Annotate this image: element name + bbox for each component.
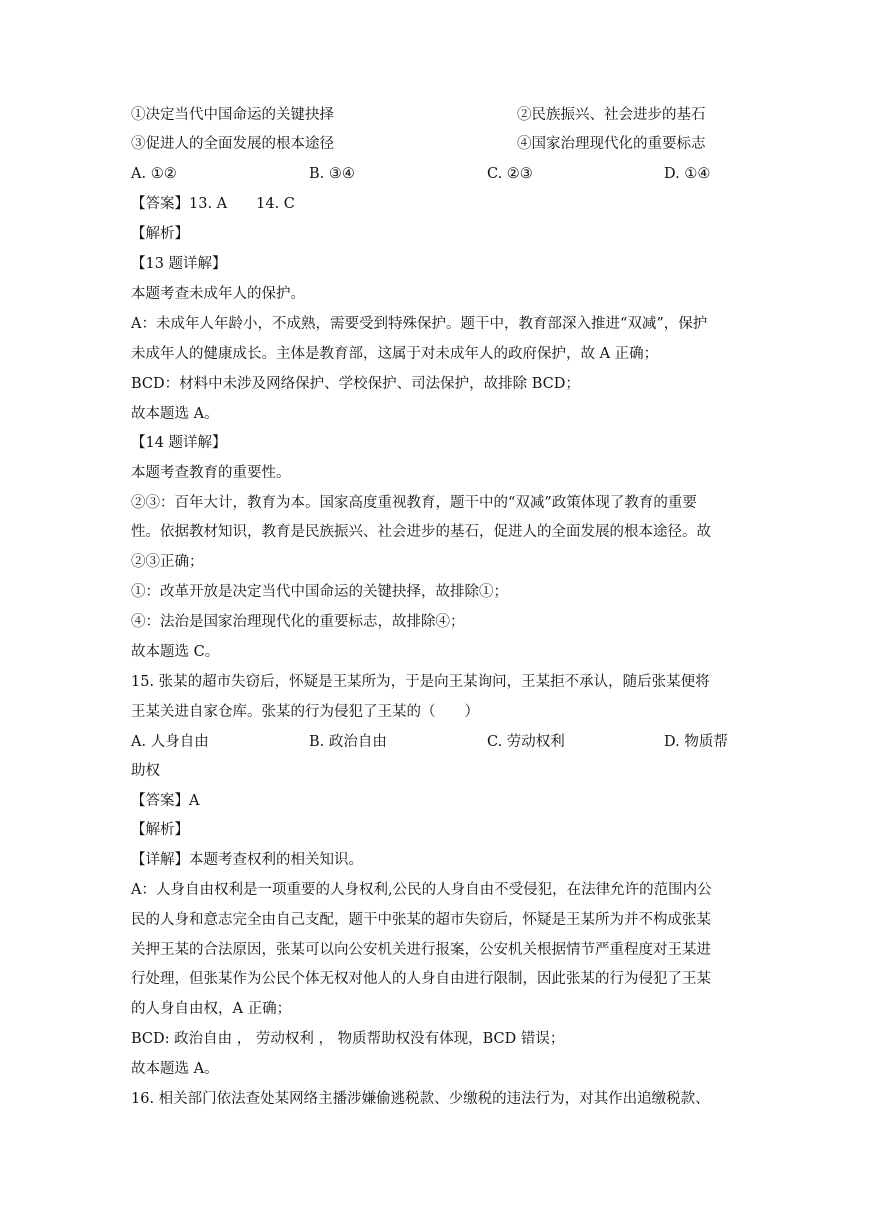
- q15-detail-line: 【详解】本题考查权利的相关知识。: [131, 852, 363, 868]
- q13-line: A：未成年人年龄小，不成熟，需要受到特殊保护。题干中，教育部深入推进“双减”，保护: [131, 316, 708, 332]
- q15-detail-line: 行处理，但张某作为公民个体无权对他人的人身自由进行限制，因此张某的行为侵犯了王某: [131, 971, 711, 987]
- q15-detail-line: BCD: 政治自由 ， 劳动权利 ， 物质帮助权没有体现，BCD 错误；: [131, 1031, 565, 1047]
- q15-choice-b: B. 政治自由: [309, 734, 387, 750]
- q15-detail-line: 民的人身和意志完全由自己支配，题干中张某的超市失窃后，怀疑是王某所为并不构成张某: [131, 912, 711, 928]
- q13-line: 本题考查未成年人的保护。: [131, 286, 305, 302]
- q14-line: ④：法治是国家治理现代化的重要标志，故排除④；: [131, 614, 465, 630]
- q15-stem: 王某关进自家仓库。张某的行为侵犯了王某的（ ）: [131, 704, 479, 720]
- q15-stem: 15. 张某的超市失窃后，怀疑是王某所为，于是向王某询问，王某拒不承认，随后张某便将: [131, 674, 710, 690]
- option-2-text: ②民族振兴、社会进步的基石: [517, 107, 706, 123]
- q15-choice-a: A. 人身自由: [131, 734, 209, 750]
- q15-detail-line: 的人身自由权，A 正确；: [131, 1001, 292, 1017]
- option-row-1: [131, 105, 706, 125]
- choice-a: A. ①②: [131, 166, 177, 182]
- option-row-2: [131, 134, 706, 154]
- q15-choice-d: D. 物质帮: [664, 734, 728, 750]
- choice-b: B. ③④: [309, 166, 355, 182]
- q14-line: 性。依据教材知识，教育是民族振兴、社会进步的基石，促进人的全面发展的根本途径。故: [131, 524, 711, 540]
- q13-line: 未成年人的健康成长。主体是教育部，这属于对未成年人的政府保护，故 A 正确；: [131, 346, 659, 362]
- choice-c: C. ②③: [487, 166, 533, 182]
- q13-line: BCD：材料中未涉及网络保护、学校保护、司法保护，故排除 BCD；: [131, 376, 580, 392]
- choice-d: D. ①④: [664, 166, 711, 182]
- q14-line: 本题考查教育的重要性。: [131, 465, 291, 481]
- option-3-text: ③促进人的全面发展的根本途径: [131, 136, 334, 152]
- q15-choice-c: C. 劳动权利: [487, 734, 565, 750]
- q16-stem: 16. 相关部门依法查处某网络主播涉嫌偷逃税款、少缴税的违法行为，对其作出追缴税款、: [131, 1091, 710, 1107]
- q14-line: ②③：百年大计，教育为本。国家高度重视教育，题干中的“双减”政策体现了教育的重要: [131, 495, 697, 511]
- q15-answer: 【答案】A: [131, 793, 200, 809]
- q15-analysis-label: 【解析】: [131, 822, 189, 838]
- q15-detail-line: 故本题选 A。: [131, 1061, 219, 1077]
- answer-13-14: 【答案】13. A 14. C: [131, 196, 295, 212]
- analysis-label: 【解析】: [131, 226, 189, 242]
- option-1-text: ①决定当代中国命运的关键抉择: [131, 107, 334, 123]
- q15-detail-line: A：人身自由权利是一项重要的人身权利,公民的人身自由不受侵犯，在法律允许的范围内公: [131, 882, 712, 898]
- q14-heading: 【14 题详解】: [131, 435, 227, 451]
- q15-choice-wrap: 助权: [131, 763, 160, 779]
- option-4-text: ④国家治理现代化的重要标志: [517, 136, 706, 152]
- q13-heading: 【13 题详解】: [131, 256, 227, 272]
- q14-line: 故本题选 C。: [131, 644, 220, 660]
- q13-line: 故本题选 A。: [131, 406, 219, 422]
- q14-line: ①：改革开放是决定当代中国命运的关键抉择，故排除①；: [131, 584, 508, 600]
- q14-line: ②③正确；: [131, 554, 204, 570]
- q15-detail-line: 关押王某的合法原因，张某可以向公安机关进行报案，公安机关根据情节严重程度对王某进: [131, 942, 711, 958]
